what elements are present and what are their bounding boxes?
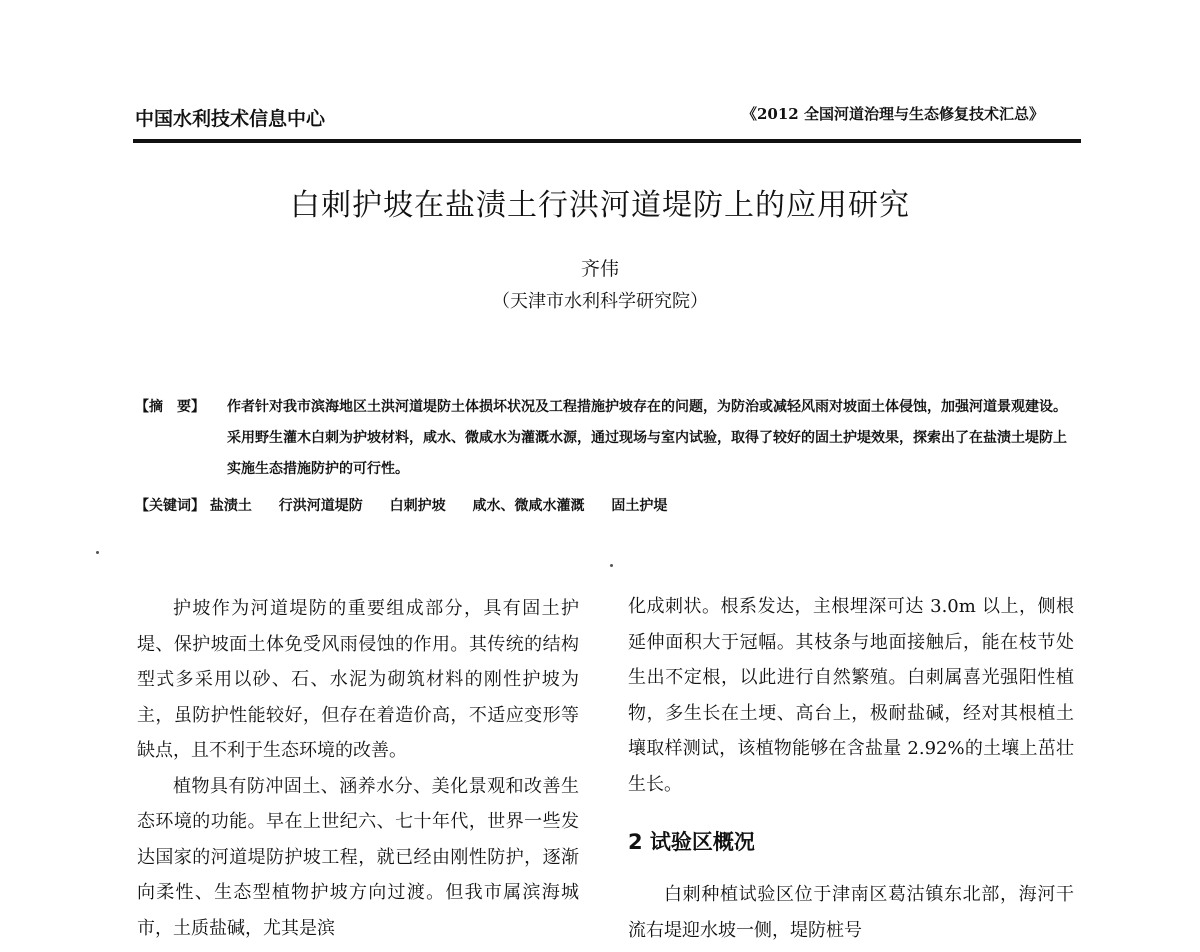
body-column-right (628, 589, 1074, 802)
keyword-item: 咸水、微咸水灌溉 (472, 498, 585, 514)
keyword-item: 盐渍土 (209, 498, 252, 514)
section-heading: 2 试验区概况 (628, 830, 755, 854)
section-body (628, 877, 1074, 948)
body-paragraph: 白刺种植试验区位于津南区葛沽镇东北部，海河干流右堤迎水坡一侧，堤防桩号 (628, 884, 1074, 941)
body-paragraph: 护坡作为河道堤防的重要组成部分，具有固土护堤、保护坡面土体免受风雨侵蚀的作用。其传统的结构型式多采用以砂、石、水泥为砌筑材料的刚性护坡为主，虽防护性能较好，但存在着造价高，不适应变形等缺点，且不利于生态环境的改善。 (137, 598, 579, 761)
scan-speck (610, 564, 613, 567)
scan-speck (96, 551, 99, 554)
paper-title: 白刺护坡在盐渍土行洪河道堤防上的应用研究 (290, 188, 910, 223)
abstract-text: 作者针对我市滨海地区土洪河道堤防土体损坏状况及工程措施护坡存在的问题，为防治或减轻风雨对坡面土体侵蚀，加强河道景观建设。采用野生灌木白刺为护坡材料，咸水、微咸水为灌溉水源，通过现场与室内试验，取得了较好的固土护堤效果，探索出了在盐渍土堤防上实施生态措施防护的可行性。 (227, 399, 1067, 477)
keyword-item: 行洪河道堤防 (278, 498, 363, 514)
body-paragraph: 植物具有防冲固土、涵养水分、美化景观和改善生态环境的功能。早在上世纪六、七十年代，世界一些发达国家的河道堤防护坡工程，就已经由刚性防护，逐渐向柔性、生态型植物护坡方向过渡。但我市属滨海城市，土质盐碱，尤其是滨 (137, 775, 579, 939)
keyword-item: 固土护堤 (611, 498, 668, 514)
author-name: 齐伟 (580, 258, 619, 280)
body-paragraph: 化成刺状。根系发达，主根埋深可达 3.0m 以上，侧根延伸面积大于冠幅。其枝条与地面接触后，能在枝节处生出不定根，以此进行自然繁殖。白刺属喜光强阳性植物，多生长在土埂、高台上，极耐盐碱，经对其根植土壤取样测试，该植物能够在含盐量 2.92%的土壤上茁壮生长。 (628, 596, 1074, 795)
author-affiliation: （天津市水利科学研究院） (492, 291, 708, 312)
keyword-item: 白刺护坡 (389, 498, 446, 514)
running-header-left: 中国水利技术信息中心 (135, 108, 326, 130)
running-header-right: 《2012 全国河道治理与生态修复技术汇总》 (742, 105, 1044, 123)
abstract-label: 【摘 要】 (135, 399, 205, 415)
body-column-left (137, 591, 579, 952)
header-rule (133, 139, 1081, 143)
abstract-block (135, 392, 1075, 485)
keywords-label: 【关键词】 (135, 498, 205, 514)
keywords-block (135, 495, 1075, 515)
